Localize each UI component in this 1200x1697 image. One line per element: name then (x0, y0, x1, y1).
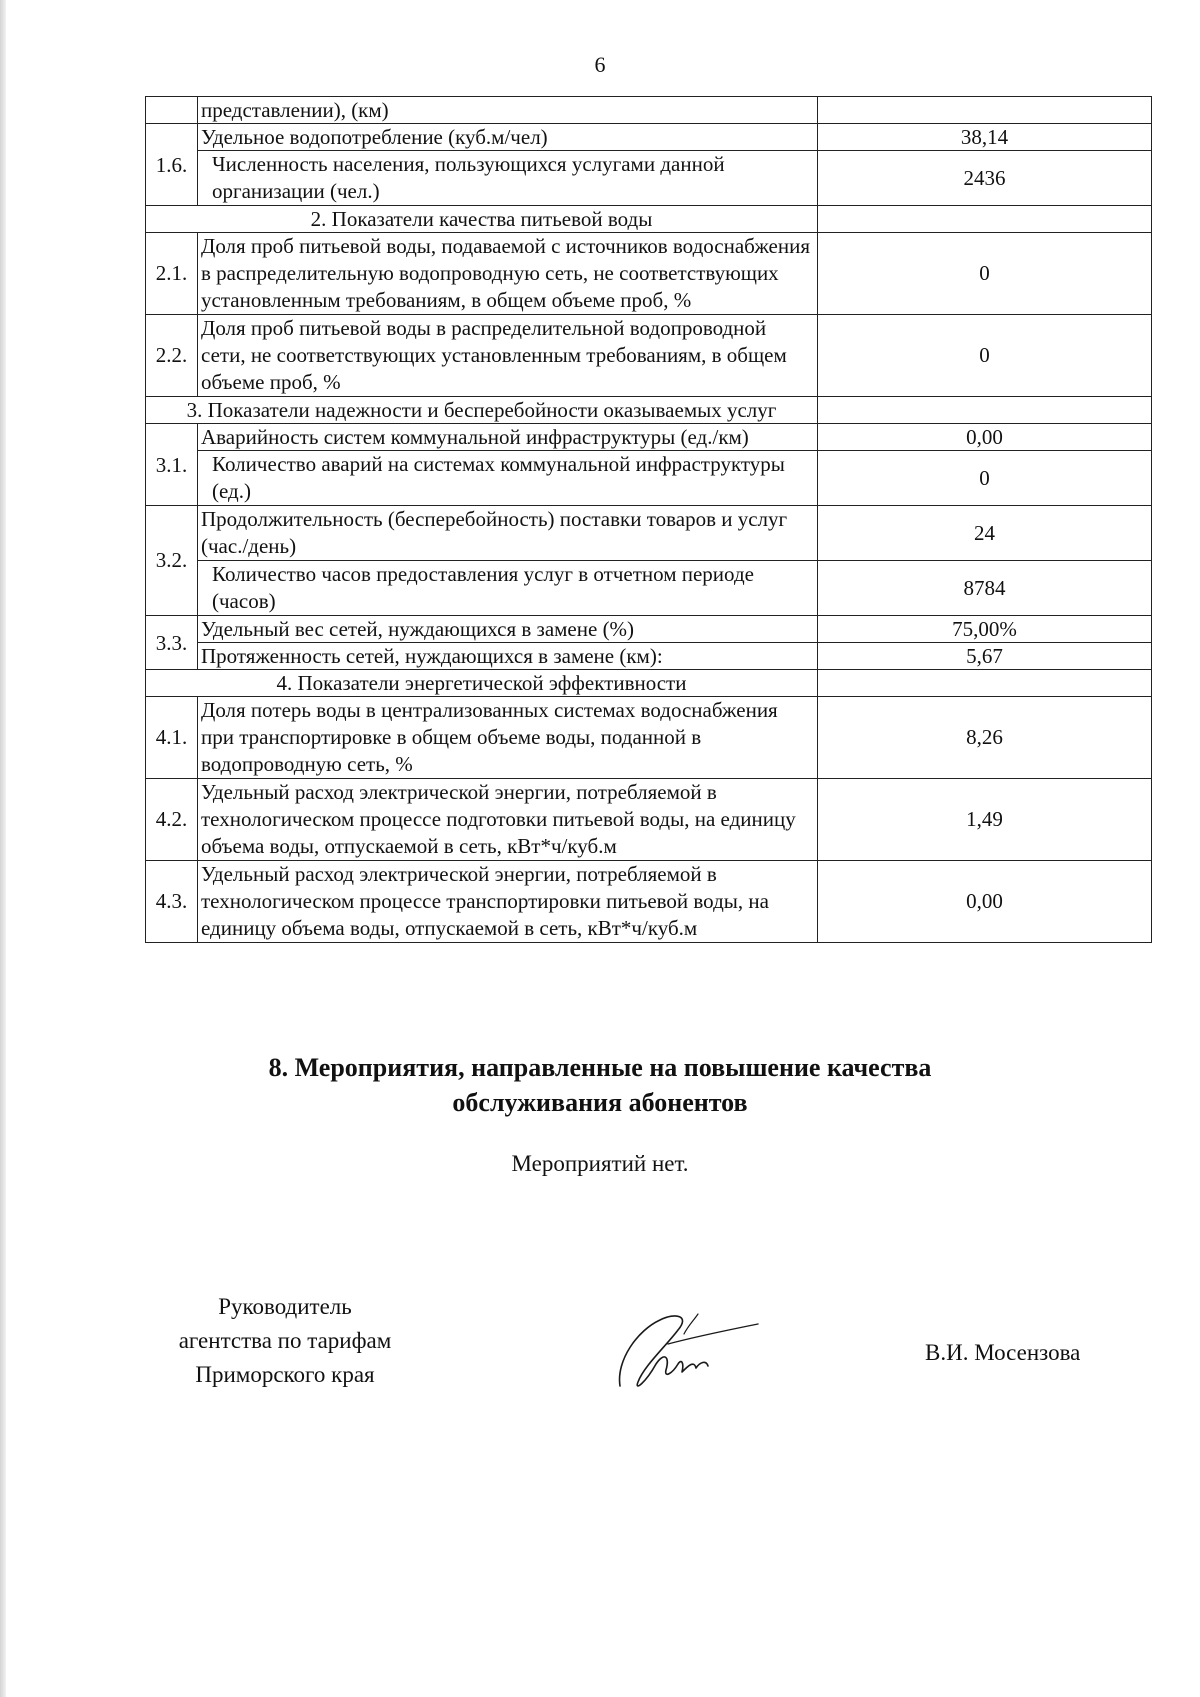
section-heading: 4. Показатели энергетической эффективности (146, 670, 818, 697)
section-heading: 3. Показатели надежности и бесперебойности оказываемых услуг (146, 397, 818, 424)
indicator-value: 8,26 (818, 697, 1152, 779)
indicators-table-wrap (145, 96, 1151, 943)
section-8-heading-line1: 8. Мероприятия, направленные на повышение качества (268, 1053, 932, 1082)
indicator-label: Удельное водопотребление (куб.м/чел) (198, 124, 818, 151)
signer-name: В.И. Мосензова (925, 1340, 1081, 1365)
indicator-value: 75,00% (818, 616, 1152, 643)
indicator-label: Удельный расход электрической энергии, потребляемой в технологическом процессе транспортировки питьевой воды, на единицу объема воды, отпускаемой в сеть, кВт*ч/куб.м (198, 861, 818, 943)
indicators-table (145, 96, 1152, 943)
section-8-heading-line2: обслуживания абонентов (452, 1088, 748, 1117)
indicator-value: 0,00 (818, 861, 1152, 943)
table-row (146, 451, 1152, 506)
indicator-value (818, 97, 1152, 124)
table-row (146, 424, 1152, 451)
signer-position-line1: Руководитель (218, 1294, 352, 1319)
indicator-label: Доля проб питьевой воды, подаваемой с источников водоснабжения в распределительную водопроводную сеть, не соответствующих установленным требованиям, в общем объеме проб, % (198, 233, 818, 315)
indicator-label: Аварийность систем коммунальной инфраструктуры (ед./км) (198, 424, 818, 451)
section-heading: 2. Показатели качества питьевой воды (146, 206, 818, 233)
table-row (146, 561, 1152, 616)
section-8-body: Мероприятий нет. (511, 1151, 689, 1176)
row-number: 4.3. (146, 861, 198, 943)
indicator-value: 24 (818, 506, 1152, 561)
section-row (146, 670, 1152, 697)
signer-position (135, 1290, 435, 1392)
indicator-value: 1,49 (818, 779, 1152, 861)
row-number: 2.2. (146, 315, 198, 397)
indicator-value: 5,67 (818, 643, 1152, 670)
indicator-value: 38,14 (818, 124, 1152, 151)
indicator-label: Численность населения, пользующихся услугами данной организации (чел.) (198, 151, 818, 206)
row-number: 3.2. (146, 506, 198, 616)
row-number: 3.3. (146, 616, 198, 670)
table-row (146, 861, 1152, 943)
table-row (146, 233, 1152, 315)
indicator-value: 0 (818, 451, 1152, 506)
indicator-value: 0 (818, 315, 1152, 397)
empty-cell (818, 397, 1152, 424)
table-row (146, 506, 1152, 561)
row-number: 4.2. (146, 779, 198, 861)
table-row (146, 779, 1152, 861)
indicator-label: Количество аварий на системах коммунальной инфраструктуры (ед.) (198, 451, 818, 506)
table-row (146, 697, 1152, 779)
row-number (146, 97, 198, 124)
indicator-value: 0,00 (818, 424, 1152, 451)
indicator-label: Доля потерь воды в централизованных системах водоснабжения при транспортировке в общем объеме воды, поданной в водопроводную сеть, % (198, 697, 818, 779)
indicator-label: Удельный расход электрической энергии, потребляемой в технологическом процессе подготовки питьевой воды, на единицу объема воды, отпускаемой в сеть, кВт*ч/куб.м (198, 779, 818, 861)
empty-cell (818, 670, 1152, 697)
row-number: 2.1. (146, 233, 198, 315)
empty-cell (818, 206, 1152, 233)
row-number: 1.6. (146, 124, 198, 206)
indicator-label: Продолжительность (бесперебойность) поставки товаров и услуг (час./день) (198, 506, 818, 561)
indicator-value: 8784 (818, 561, 1152, 616)
section-row (146, 206, 1152, 233)
indicator-label: Протяженность сетей, нуждающихся в замене (км): (198, 643, 818, 670)
table-row (146, 315, 1152, 397)
table-row (146, 97, 1152, 124)
section-row (146, 397, 1152, 424)
indicator-label: Доля проб питьевой воды в распределительной водопроводной сети, не соответствующих установленным требованиям, в общем объеме проб, % (198, 315, 818, 397)
page-edge-shadow (0, 0, 6, 1697)
table-row (146, 643, 1152, 670)
indicator-value: 2436 (818, 151, 1152, 206)
handwritten-signature (598, 1290, 768, 1400)
indicator-label: Удельный вес сетей, нуждающихся в замене (%) (198, 616, 818, 643)
page-number: 6 (594, 52, 606, 77)
signer-position-line2: агентства по тарифам (178, 1328, 392, 1353)
section-8-heading (0, 1050, 1200, 1120)
signer-position-line3: Приморского края (195, 1362, 375, 1387)
table-row (146, 124, 1152, 151)
indicator-label: Количество часов предоставления услуг в отчетном периоде (часов) (198, 561, 818, 616)
row-number: 3.1. (146, 424, 198, 506)
indicator-label: представлении), (км) (198, 97, 818, 124)
row-number: 4.1. (146, 697, 198, 779)
table-row (146, 616, 1152, 643)
indicator-value: 0 (818, 233, 1152, 315)
table-row (146, 151, 1152, 206)
